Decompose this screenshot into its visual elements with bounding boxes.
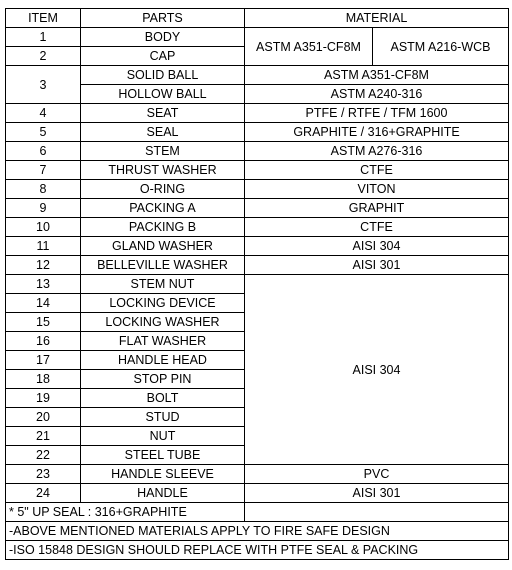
note-seal: * 5" UP SEAL : 316+GRAPHITE [6, 503, 245, 522]
material-cell: ASTM A240-316 [245, 85, 509, 104]
header-row [6, 9, 509, 28]
part-name: HANDLE HEAD [81, 351, 245, 370]
material-cell: AISI 304 [245, 275, 509, 465]
table-row [6, 180, 509, 199]
item-number: 5 [6, 123, 81, 142]
table-row [6, 123, 509, 142]
table-row [6, 465, 509, 484]
part-name: BODY [81, 28, 245, 47]
material-cell: PVC [245, 465, 509, 484]
part-name: FLAT WASHER [81, 332, 245, 351]
table-row [6, 275, 509, 294]
item-number: 21 [6, 427, 81, 446]
material-cell: AISI 301 [245, 256, 509, 275]
material-cell: PTFE / RTFE / TFM 1600 [245, 104, 509, 123]
item-number: 19 [6, 389, 81, 408]
material-cell: ASTM A276-316 [245, 142, 509, 161]
part-name: STEEL TUBE [81, 446, 245, 465]
material-cell: GRAPHIT [245, 199, 509, 218]
materials-table [5, 8, 509, 560]
part-name: PACKING A [81, 199, 245, 218]
part-name: HANDLE SLEEVE [81, 465, 245, 484]
item-number: 18 [6, 370, 81, 389]
part-name: STOP PIN [81, 370, 245, 389]
header-material: MATERIAL [245, 9, 509, 28]
material-cell: AISI 304 [245, 237, 509, 256]
item-number: 22 [6, 446, 81, 465]
item-number: 8 [6, 180, 81, 199]
part-name: LOCKING DEVICE [81, 294, 245, 313]
item-number: 14 [6, 294, 81, 313]
part-name: LOCKING WASHER [81, 313, 245, 332]
part-name: CAP [81, 47, 245, 66]
header-item: ITEM [6, 9, 81, 28]
item-number: 15 [6, 313, 81, 332]
item-number: 7 [6, 161, 81, 180]
item-number: 16 [6, 332, 81, 351]
part-name: BOLT [81, 389, 245, 408]
note-empty-cell [245, 503, 509, 522]
item-number: 17 [6, 351, 81, 370]
material-cell: ASTM A351-CF8M [245, 28, 373, 66]
part-name: STEM NUT [81, 275, 245, 294]
item-number: 10 [6, 218, 81, 237]
material-cell: VITON [245, 180, 509, 199]
part-name: HOLLOW BALL [81, 85, 245, 104]
table-row [6, 237, 509, 256]
item-number: 3 [6, 66, 81, 104]
material-cell: ASTM A351-CF8M [245, 66, 509, 85]
material-cell: CTFE [245, 218, 509, 237]
table-row [6, 256, 509, 275]
part-name: STUD [81, 408, 245, 427]
note-row [6, 541, 509, 560]
part-name: SEAL [81, 123, 245, 142]
material-cell: CTFE [245, 161, 509, 180]
part-name: SEAT [81, 104, 245, 123]
note-row [6, 503, 509, 522]
table-row [6, 104, 509, 123]
note-iso-15848: -ISO 15848 DESIGN SHOULD REPLACE WITH PTFE SEAL & PACKING [6, 541, 509, 560]
item-number: 24 [6, 484, 81, 503]
item-number: 2 [6, 47, 81, 66]
part-name: O-RING [81, 180, 245, 199]
table-row [6, 66, 509, 85]
item-number: 13 [6, 275, 81, 294]
part-name: NUT [81, 427, 245, 446]
part-name: THRUST WASHER [81, 161, 245, 180]
item-number: 4 [6, 104, 81, 123]
part-name: BELLEVILLE WASHER [81, 256, 245, 275]
item-number: 12 [6, 256, 81, 275]
note-fire-safe: -ABOVE MENTIONED MATERIALS APPLY TO FIRE SAFE DESIGN [6, 522, 509, 541]
material-cell: GRAPHITE / 316+GRAPHITE [245, 123, 509, 142]
item-number: 6 [6, 142, 81, 161]
table-row [6, 85, 509, 104]
table-row [6, 28, 509, 47]
materials-table-wrapper [5, 8, 509, 560]
material-cell: ASTM A216-WCB [373, 28, 509, 66]
item-number: 9 [6, 199, 81, 218]
table-row [6, 199, 509, 218]
part-name: GLAND WASHER [81, 237, 245, 256]
item-number: 1 [6, 28, 81, 47]
header-parts: PARTS [81, 9, 245, 28]
part-name: STEM [81, 142, 245, 161]
table-row [6, 161, 509, 180]
table-row [6, 484, 509, 503]
table-row [6, 142, 509, 161]
item-number: 23 [6, 465, 81, 484]
part-name: HANDLE [81, 484, 245, 503]
table-row [6, 218, 509, 237]
material-cell: AISI 301 [245, 484, 509, 503]
part-name: PACKING B [81, 218, 245, 237]
item-number: 20 [6, 408, 81, 427]
note-row [6, 522, 509, 541]
item-number: 11 [6, 237, 81, 256]
part-name: SOLID BALL [81, 66, 245, 85]
